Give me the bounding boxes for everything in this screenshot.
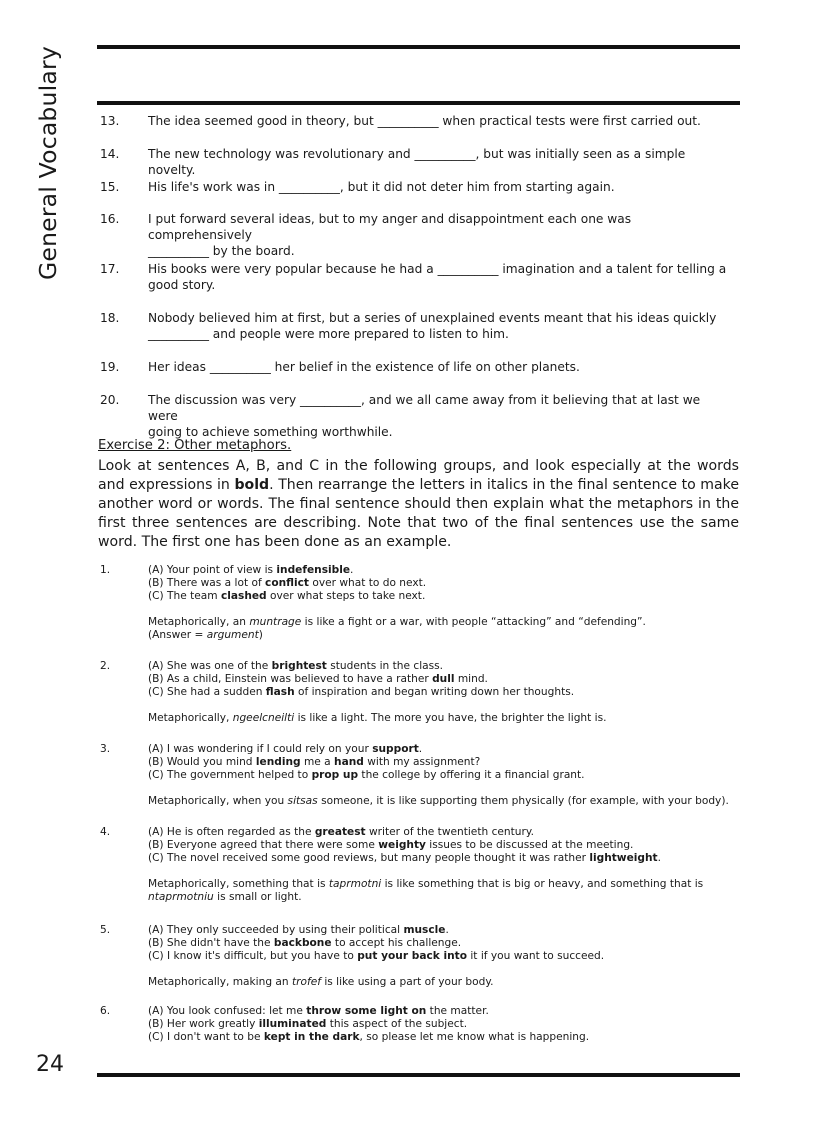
question-text: The idea seemed good in theory, but __________ when practical tests were first carried out. (148, 114, 701, 128)
sentence-b: (B) She didn't have the backbone to accept his challenge. (148, 937, 462, 949)
metaphor-sentence: Metaphorically, ngeelcneilti is like a light. The more you have, the brighter the light is. (148, 712, 607, 724)
sentence-a: (A) You look confused: let me throw some light on the matter. (148, 1005, 489, 1017)
exercise-item-6: 6. (A) You look confused: let me throw some light on the matter. (B) Her work greatly illuminated this aspect of the subject. (C) I don't want to be kept in the dark, so please let me know what is happening. (100, 1005, 730, 1044)
question-text-line2: __________ by the board. (148, 244, 295, 258)
sentence-c: (C) I don't want to be kept in the dark, so please let me know what is happening. (148, 1031, 590, 1043)
exercise-item-1: 1. (A) Your point of view is indefensible. (B) There was a lot of conflict over what to do next. (C) The team clashed over what steps to take next. Metaphorically, an muntrage is like a fight or a war, with people “attacking” and “defending”. (Answer = argument) (100, 564, 730, 642)
question-text-line1: Nobody believed him at first, but a series of unexplained events meant that his ideas quickly (148, 311, 717, 325)
question-text-line1: His books were very popular because he had a __________ imagination and a talent for telling a (148, 262, 727, 276)
question-16: 16. I put forward several ideas, but to my anger and disappointment each one was comprehensively __________ by the board. (100, 211, 730, 259)
sentence-b: (B) Everyone agreed that there were some weighty issues to be discussed at the meeting. (148, 839, 634, 851)
top-rule-upper (97, 45, 740, 49)
question-text-line2: going to achieve something worthwhile. (148, 425, 393, 439)
sentence-a: (A) I was wondering if I could rely on your support. (148, 743, 423, 755)
question-13: 13. The idea seemed good in theory, but __________ when practical tests were first carried out. (100, 113, 730, 129)
exercise-item-3: 3. (A) I was wondering if I could rely on your support. (B) Would you mind lending me a hand with my assignment? (C) The government helped to prop up the college by offering it a financial grant. Metaphorically, when you sitsas someone, it is like supporting them physically (for example, with your body). (100, 743, 729, 807)
exercise-item-4: 4. (A) He is often regarded as the greatest writer of the twentieth century. (B) Everyone agreed that there were some weighty issues to be discussed at the meeting. (C) The novel received some good reviews, but many people thought it was rather lightweight. Metaphorically, something that is taprmotni is like something that is big or heavy, and something that is ntaprmotniu is small or light. (100, 826, 730, 904)
top-rule-lower (97, 101, 740, 105)
sentence-a: (A) He is often regarded as the greatest writer of the twentieth century. (148, 826, 534, 838)
exercise-item-5: 5. (A) They only succeeded by using their political muscle. (B) She didn't have the backbone to accept his challenge. (C) I know it's difficult, but you have to put your back into it if you want to succeed. Metaphorically, making an trofef is like using a part of your body. (100, 924, 730, 989)
metaphor-sentence: Metaphorically, making an trofef is like using a part of your body. (148, 976, 494, 988)
question-20: 20. The discussion was very __________, and we all came away from it believing that at last we were going to achieve something worthwhile. (100, 392, 730, 440)
sentence-b: (B) As a child, Einstein was believed to have a rather dull mind. (148, 673, 488, 685)
answer-line: (Answer = argument) (148, 629, 263, 641)
question-text-line1: I put forward several ideas, but to my anger and disappointment each one was comprehensively (148, 212, 632, 242)
sentence-a: (A) Your point of view is indefensible. (148, 564, 354, 576)
metaphor-sentence: Metaphorically, an muntrage is like a fight or a war, with people “attacking” and “defending”. (148, 616, 646, 628)
exercise-title: Exercise 2: Other metaphors. (98, 438, 292, 453)
question-text: His life's work was in __________, but it did not deter him from starting again. (148, 180, 615, 194)
sentence-b: (B) Would you mind lending me a hand with my assignment? (148, 756, 481, 768)
metaphor-sentence-cont: ntaprmotniu is small or light. (148, 891, 302, 903)
question-17: 17. His books were very popular because he had a __________ imagination and a talent for telling a good story. (100, 261, 730, 293)
question-text-line2: good story. (148, 278, 216, 292)
question-18: 18. Nobody believed him at first, but a series of unexplained events meant that his ideas quickly __________ and people were more prepared to listen to him. (100, 310, 730, 342)
question-text: The new technology was revolutionary and __________, but was initially seen as a simple novelty. (148, 147, 686, 177)
question-text-line2: __________ and people were more prepared to listen to him. (148, 327, 509, 341)
metaphor-sentence: Metaphorically, something that is taprmotni is like something that is big or heavy, and something that is (148, 878, 704, 890)
question-15: 15. His life's work was in __________, but it did not deter him from starting again. (100, 179, 730, 195)
sentence-c: (C) She had a sudden flash of inspiration and began writing down her thoughts. (148, 686, 575, 698)
sentence-c: (C) The novel received some good reviews, but many people thought it was rather lightweight. (148, 852, 661, 864)
exercise-instructions: Look at sentences A, B, and C in the following groups, and look especially at the words and expressions in bold. Then rearrange the letters in italics in the final sentence to make another word or words. The final sentence should then explain what the metaphors in the first three sentences are describing. Note that two of the final sentences use the same word. The first one has been done as an example. (98, 458, 740, 550)
sentence-b: (B) Her work greatly illuminated this aspect of the subject. (148, 1018, 468, 1030)
sidebar-title (30, 48, 66, 280)
sentence-a: (A) She was one of the brightest students in the class. (148, 660, 444, 672)
sentence-b: (B) There was a lot of conflict over what to do next. (148, 577, 427, 589)
sentence-a: (A) They only succeeded by using their political muscle. (148, 924, 449, 936)
metaphor-sentence: Metaphorically, when you sitsas someone, it is like supporting them physically (for example, with your body). (148, 795, 729, 807)
question-text-line1: The discussion was very __________, and we all came away from it believing that at last we were (148, 393, 701, 423)
question-text: Her ideas __________ her belief in the existence of life on other planets. (148, 360, 580, 374)
sentence-c: (C) The team clashed over what steps to take next. (148, 590, 426, 602)
question-19: 19. Her ideas __________ her belief in the existence of life on other planets. (100, 359, 730, 375)
sentence-c: (C) I know it's difficult, but you have to put your back into it if you want to succeed. (148, 950, 605, 962)
exercise-item-2: 2. (A) She was one of the brightest students in the class. (B) As a child, Einstein was believed to have a rather dull mind. (C) She had a sudden flash of inspiration and began writing down her thoughts. Metaphorically, ngeelcneilti is like a light. The more you have, the brighter the light is. (100, 660, 730, 725)
page-number: 24 (36, 1052, 64, 1077)
question-14: 14. The new technology was revolutionary and __________, but was initially seen as a simple novelty. (100, 146, 730, 178)
bottom-rule (97, 1073, 740, 1077)
sentence-c: (C) The government helped to prop up the college by offering it a financial grant. (148, 769, 585, 781)
sidebar-title-text: General Vocabulary (34, 46, 62, 280)
